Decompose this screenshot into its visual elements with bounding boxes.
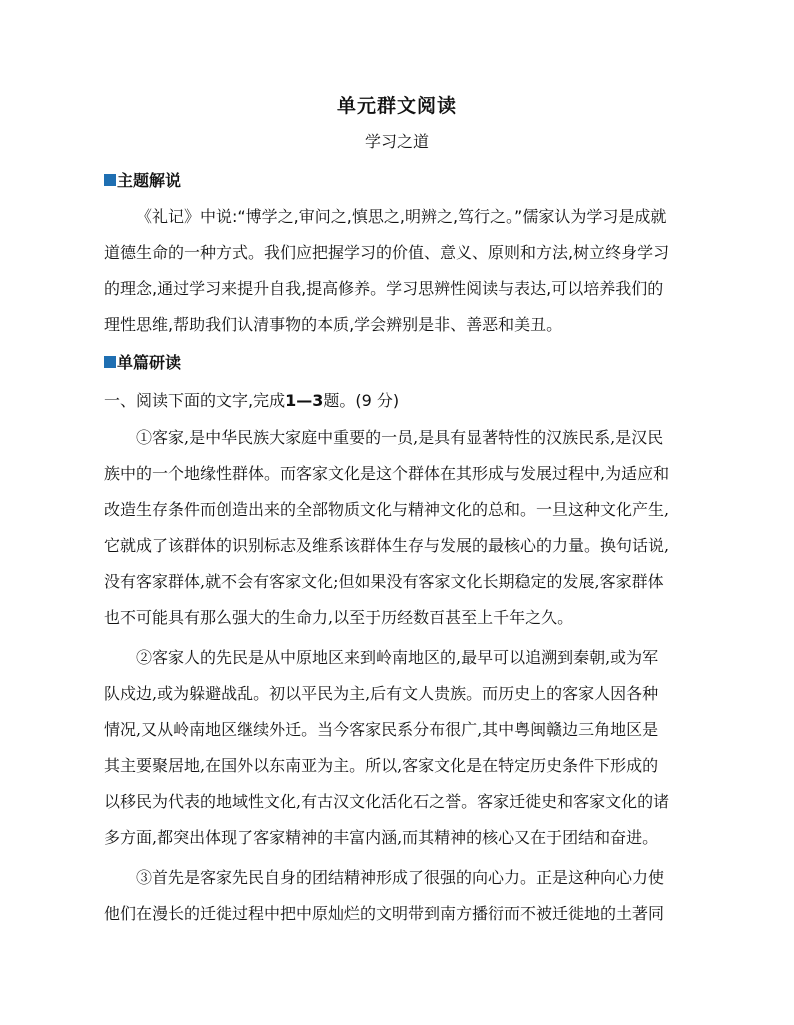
section-heading-theme	[104, 168, 181, 191]
passage-line: 他们在漫长的迁徙过程中把中原灿烂的文明带到南方播衍而不被迁徙地的土著同	[104, 904, 665, 923]
question-range: 1—3	[285, 391, 324, 410]
passage-line: ③首先是客家先民自身的团结精神形成了很强的向心力。正是这种向心力使	[136, 868, 665, 887]
passage-line: 族中的一个地缘性群体。而客家文化是这个群体在其形成与发展过程中,为适应和	[104, 464, 670, 483]
theme-line: 的理念,通过学习来提升自我,提高修养。学习思辨性阅读与表达,可以培养我们的	[104, 279, 664, 298]
passage-line: 改造生存条件而创造出来的全部物质文化与精神文化的总和。一旦这种文化产生,	[104, 500, 670, 519]
page-subtitle: 学习之道	[364, 132, 429, 151]
question-prefix: 一、阅读下面的文字,完成	[104, 391, 286, 410]
passage-line: 多方面,都突出体现了客家精神的丰富内涵,而其精神的核心又在于团结和奋进。	[104, 828, 659, 847]
question-instruction	[104, 388, 690, 411]
square-marker-icon	[104, 356, 116, 368]
section-heading-label: 主题解说	[117, 171, 182, 190]
passage-line: 也不可能具有那么强大的生命力,以至于历经数百甚至上千年之久。	[104, 608, 574, 627]
passage-line: 队戍边,或为躲避战乱。初以平民为主,后有文人贵族。而历史上的客家人因各种	[104, 684, 659, 703]
passage-line: ②客家人的先民是从中原地区来到岭南地区的,最早可以追溯到秦朝,或为军	[136, 648, 659, 667]
section-heading-reading	[104, 350, 181, 373]
square-marker-icon	[104, 174, 116, 186]
passage-line: 其主要聚居地,在国外以东南亚为主。所以,客家文化是在特定历史条件下形成的	[104, 756, 659, 775]
passage-line: ①客家,是中华民族大家庭中重要的一员,是具有显著特性的汉族民系,是汉民	[136, 428, 664, 447]
passage-line: 情况,又从岭南地区继续外迁。当今客家民系分布很广,其中粤闽赣边三角地区是	[104, 720, 659, 739]
question-suffix: 题。(9 分)	[323, 391, 400, 410]
theme-line: 《礼记》中说:“博学之,审问之,慎思之,明辨之,笃行之。”儒家认为学习是成就	[136, 207, 667, 226]
theme-line: 道德生命的一种方式。我们应把握学习的价值、意义、原则和方法,树立终身学习	[104, 243, 670, 262]
passage-line: 没有客家群体,就不会有客家文化;但如果没有客家文化长期稳定的发展,客家群体	[104, 572, 664, 591]
page-title: 单元群文阅读	[336, 95, 457, 117]
theme-line: 理性思维,帮助我们认清事物的本质,学会辨别是非、善恶和美丑。	[104, 315, 563, 334]
section-heading-label: 单篇研读	[117, 353, 182, 372]
passage-line: 以移民为代表的地域性文化,有古汉文化活化石之誉。客家迁徙史和客家文化的诸	[104, 792, 670, 811]
passage-line: 它就成了该群体的识别标志及维系该群体生存与发展的最核心的力量。换句话说,	[104, 536, 670, 555]
